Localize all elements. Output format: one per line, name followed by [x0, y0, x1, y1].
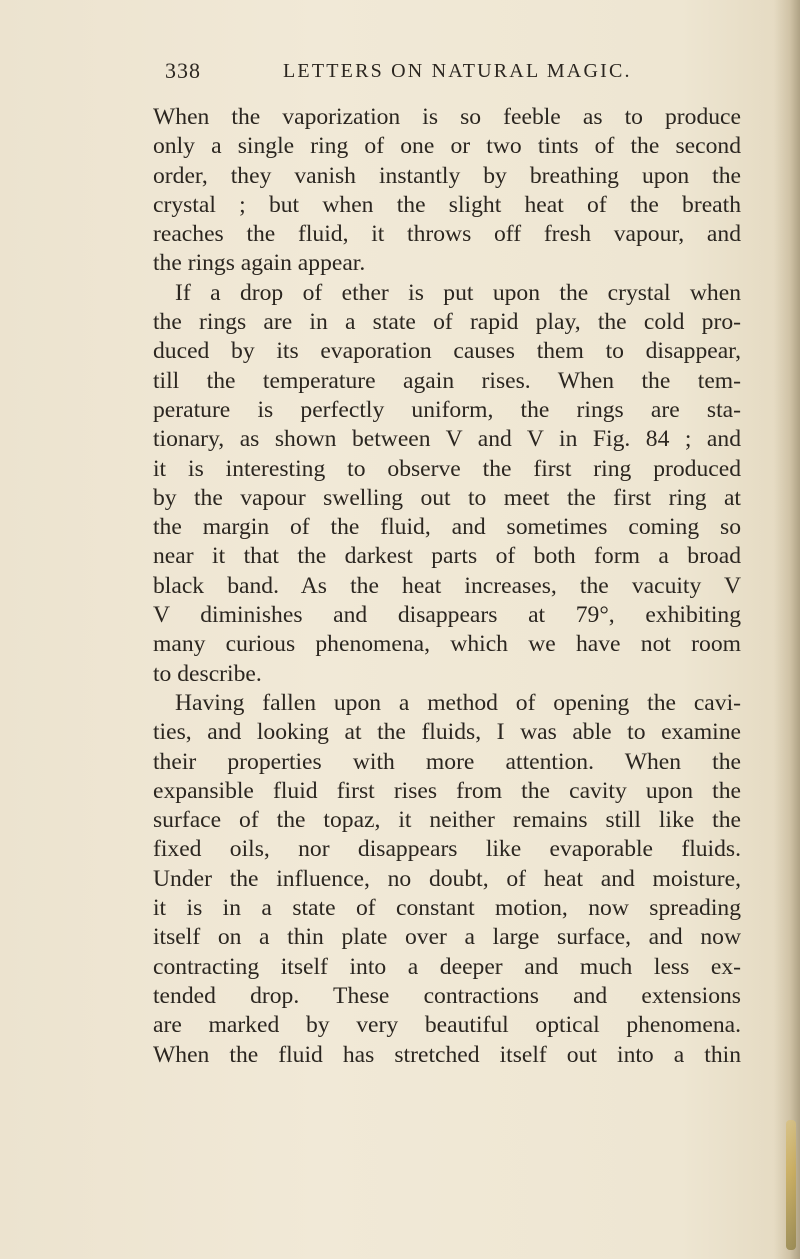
text-line: reaches the fluid, it throws off fresh vapour, and — [153, 221, 741, 248]
text-line: black band. As the heat increases, the vacuity V — [153, 572, 741, 599]
paragraph — [153, 279, 741, 689]
page-stain — [786, 1120, 796, 1250]
running-title: LETTERS ON NATURAL MAGIC. — [283, 60, 632, 82]
text-line: the rings are in a state of rapid play, the cold pro- — [153, 309, 741, 336]
text-line: their properties with more attention. When the — [153, 748, 741, 775]
text-line: If a drop of ether is put upon the crystal when — [175, 279, 741, 306]
text-line: duced by its evaporation causes them to disappear, — [153, 338, 741, 365]
text-line: Under the influence, no doubt, of heat and moisture, — [153, 865, 741, 892]
page-header — [165, 58, 755, 88]
text-line: many curious phenomena, which we have not room — [153, 631, 741, 658]
text-line: to describe. — [153, 660, 262, 687]
text-line: When the fluid has stretched itself out into a thin — [153, 1041, 741, 1068]
text-line: by the vapour swelling out to meet the first ring at — [153, 484, 741, 511]
text-line: Having fallen upon a method of opening the cavi- — [175, 689, 741, 716]
text-line: it is in a state of constant motion, now spreading — [153, 895, 741, 922]
text-line: are marked by very beautiful optical phenomena. — [153, 1012, 741, 1039]
text-line: tionary, as shown between V and V in Fig. 84 ; and — [153, 426, 741, 453]
text-line: When the vaporization is so feeble as to produce — [153, 104, 741, 130]
paragraph — [153, 103, 741, 279]
text-line: near it that the darkest parts of both form a broad — [153, 543, 741, 570]
text-line: it is interesting to observe the first ring produced — [153, 455, 741, 482]
text-line: expansible fluid first rises from the cavity upon the — [153, 777, 741, 804]
text-line: only a single ring of one or two tints of the second — [153, 133, 741, 160]
text-line: the margin of the fluid, and sometimes coming so — [153, 514, 741, 541]
page-edge-shadow — [774, 0, 800, 1259]
text-line: surface of the topaz, it neither remains still like the — [153, 807, 741, 834]
text-line: till the temperature again rises. When the tem- — [153, 367, 741, 394]
text-line: order, they vanish instantly by breathing upon the — [153, 162, 741, 189]
text-line: contracting itself into a deeper and much less ex- — [153, 953, 741, 980]
paragraph — [153, 689, 741, 1070]
text-line: itself on a thin plate over a large surface, and now — [153, 924, 741, 951]
text-line: fixed oils, nor disappears like evaporable fluids. — [153, 836, 741, 863]
text-line: tended drop. These contractions and extensions — [153, 982, 741, 1009]
page-number: 338 — [165, 58, 201, 83]
body-text — [153, 103, 741, 1070]
text-line: crystal ; but when the slight heat of the breath — [153, 191, 741, 218]
text-line: the rings again appear. — [153, 250, 366, 277]
text-line: perature is perfectly uniform, the rings are sta- — [153, 396, 741, 423]
text-line: V diminishes and disappears at 79°, exhibiting — [153, 602, 741, 629]
text-line: ties, and looking at the fluids, I was able to examine — [153, 719, 741, 746]
